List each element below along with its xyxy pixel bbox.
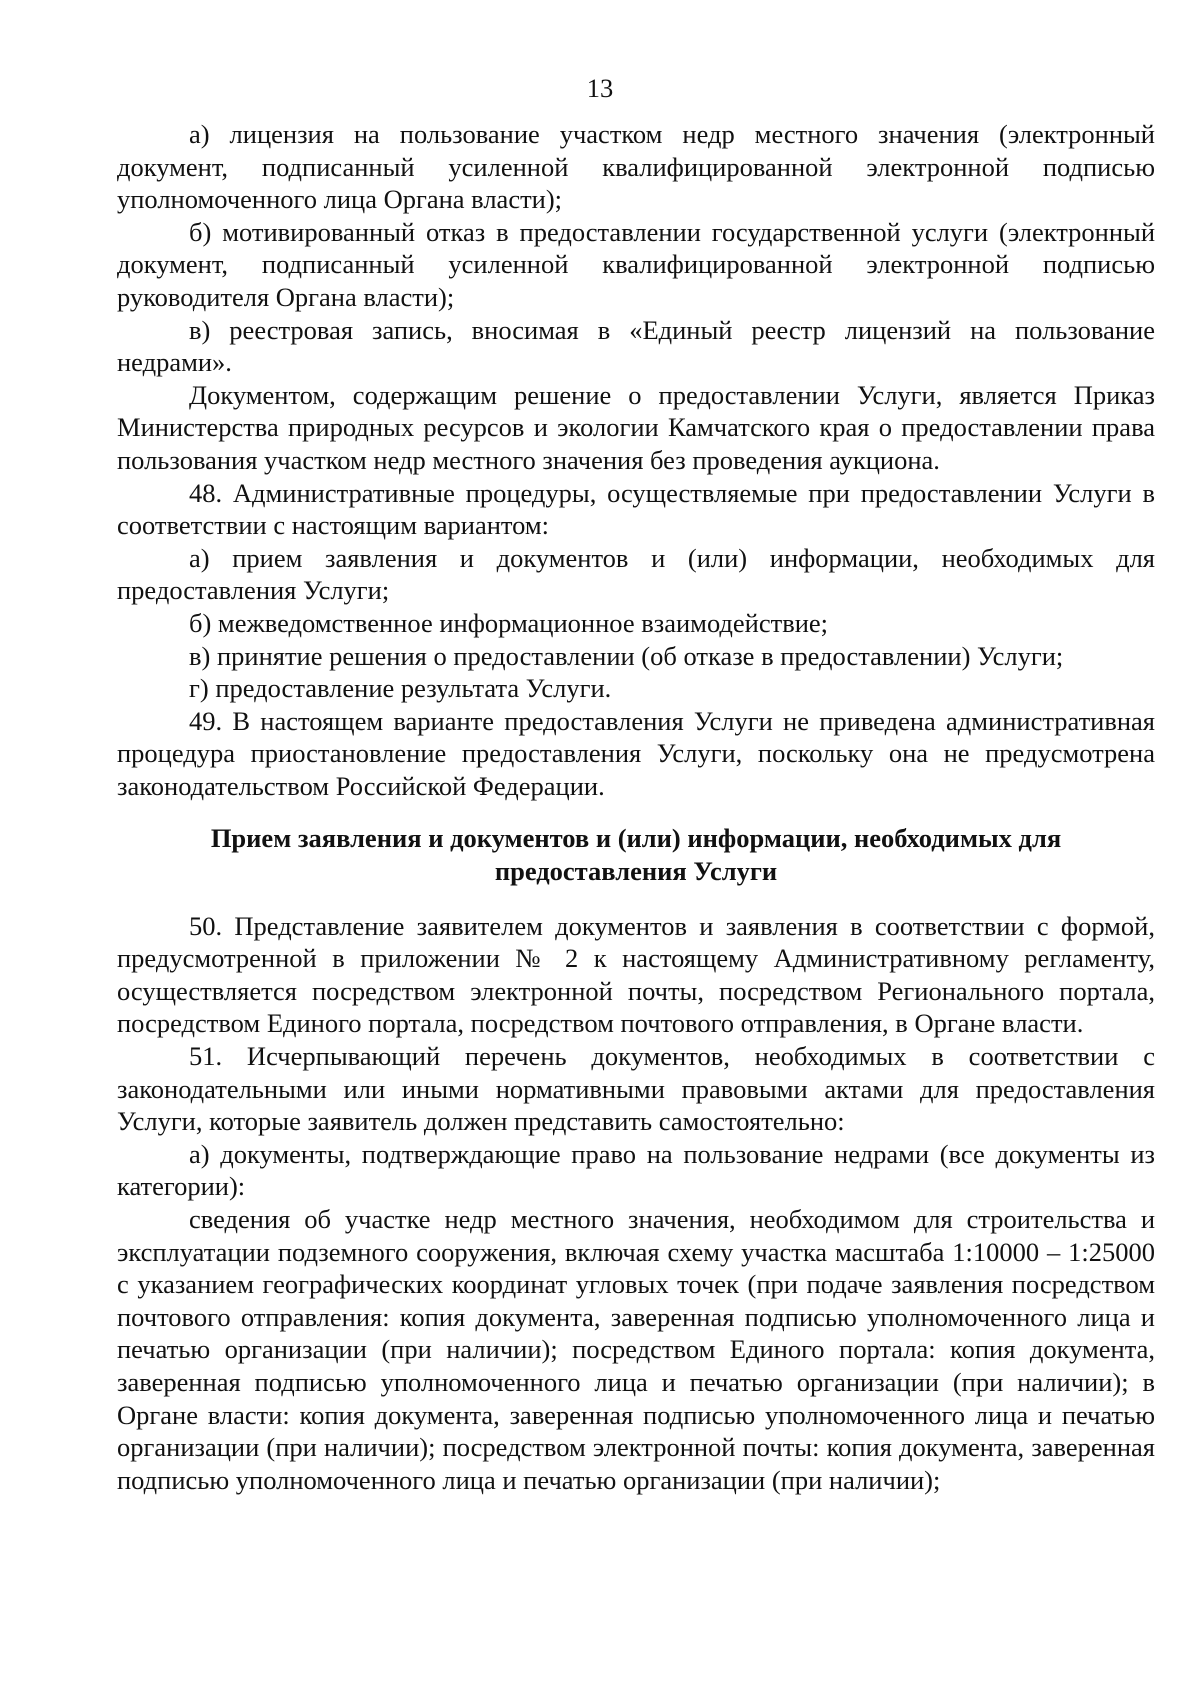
paragraph-refusal: б) мотивированный отказ в предоставлении государственной услуги (электронный документ, подписанный усиленной квалифицированной электронной подписью руководителя Органа власти);	[117, 216, 1155, 312]
paragraph-48-v: в) принятие решения о предоставлении (об отказе в предоставлении) Услуги;	[189, 640, 1064, 671]
paragraph-48-g: г) предоставление результата Услуги.	[189, 673, 612, 704]
document-body	[117, 118, 1155, 1496]
paragraph-49: 49. В настоящем варианте предоставления Услуги не приведена административная процедура приостановление предоставления Услуги, поскольку она не предусмотрена законодательством Российской Федерации.	[117, 705, 1155, 801]
paragraph-51-a: а) документы, подтверждающие право на пользование недрами (все документы из категории):	[117, 1138, 1155, 1202]
paragraph-registry-entry: в) реестровая запись, вносимая в «Единый реестр лицензий на пользование недрами».	[117, 314, 1155, 378]
paragraph-license: а) лицензия на пользование участком недр местного значения (электронный документ, подписанный усиленной квалифицированной электронной подписью уполномоченного лица Органа власти);	[117, 119, 1155, 215]
paragraph-subsoil-info: сведения об участке недр местного значения, необходимом для строительства и эксплуатации подземного сооружения, включая схему участка масштаба 1:10000 – 1:25000 с указанием географических координат угловых точек (при подаче заявления посредством почтового отправления: копия документа, заверенная подписью уполномоченного лица и печатью организации (при наличии); посредством Единого портала: копия документа, заверенная подписью уполномоченного лица и печатью организации (при наличии); в Органе власти: копия документа, заверенная подписью уполномоченного лица и печатью организации (при наличии); посредством электронной почты: копия документа, заверенная подписью уполномоченного лица и печатью организации (при наличии);	[117, 1204, 1155, 1495]
paragraph-48: 48. Административные процедуры, осуществляемые при предоставлении Услуги в соответствии с настоящим вариантом:	[117, 477, 1155, 541]
paragraph-48-b: б) межведомственное информационное взаимодействие;	[189, 607, 829, 638]
page-number: 13	[586, 73, 614, 103]
paragraph-50: 50. Представление заявителем документов и заявления в соответствии с формой, предусмотренной в приложении № 2 к настоящему Административному регламенту, осуществляется посредством электронной почты, посредством Регионального портала, посредством Единого портала, посредством почтового отправления, в Органе власти.	[117, 910, 1155, 1039]
section-heading: Прием заявления и документов и (или) информации, необходимых для предоставления Услуги	[210, 823, 1062, 887]
paragraph-decision-document: Документом, содержащим решение о предоставлении Услуги, является Приказ Министерства природных ресурсов и экологии Камчатского края о предоставлении права пользования участком недр местного значения без проведения аукциона.	[117, 379, 1155, 475]
paragraph-48-a: а) прием заявления и документов и (или) информации, необходимых для предоставления Услуги;	[117, 542, 1155, 606]
paragraph-51: 51. Исчерпывающий перечень документов, необходимых в соответствии с законодательными или иными нормативными правовыми актами для предоставления Услуги, которые заявитель должен представить самостоятельно:	[117, 1041, 1155, 1137]
